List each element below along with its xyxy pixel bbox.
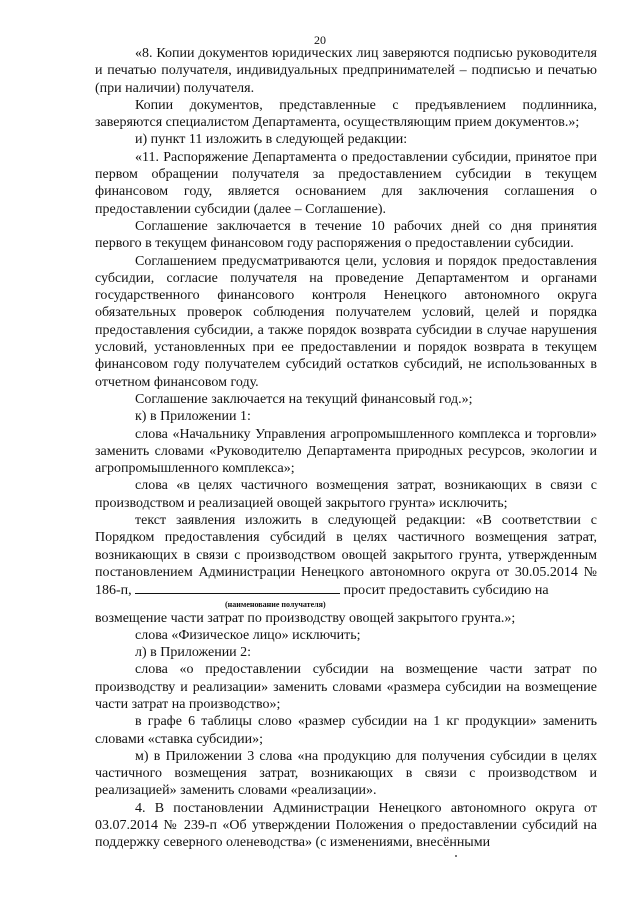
paragraph: л) в Приложении 2: [135,645,252,661]
paragraph: слова «Физическое лицо» исключить; [135,627,361,643]
paragraph: слова «о предоставлении субсидии на возмещение части затрат по производству и реализации» заменить словами «размера субсидии на возмещение части затрат на производство»; [95,662,597,712]
paragraph: 4. В постановлении Администрации Ненецкого автономного округа от 03.07.2014 № 239-п «Об утверждении Положения о предоставлении субсидий на поддержку северного оленеводства» (с изменениями, внесёнными [95,800,597,851]
paragraph: слова «Начальнику Управления агропромышленного комплекса и торговли» заменить словами «Руководителю Департамента природных ресурсов, экологии и агропромышленного комплекса»; [95,426,597,477]
statement-paragraph [95,512,597,599]
paragraph: к) в Приложении 1: [135,409,251,425]
statement-text: текст заявления изложить в следующей редакции: «В соответствии с Порядком предоставления субсидий в целях частичного возмещения затрат, возникающих в связи с производством овощей закрытого грунта, утвержденным постановлением Администрации Ненецкого автономного округа от 30.05.2014 № 186-п, [95,513,597,599]
scan-speck [455,855,457,857]
paragraph: Копии документов, представленные с предъявлением подлинника, заверяются специалистом Департамента, осуществляющим прием документов.»; [95,97,597,131]
paragraph: Соглашение заключается на текущий финансовый год.»; [135,391,473,407]
page-number: 20 [314,33,326,47]
paragraph: «8. Копии документов юридических лиц заверяются подписью руководителя и печатью получателя, индивидуальных предпринимателей – подписью и печатью (при наличии) получателя. [95,46,597,96]
blank-caption: (наименование получателя) [225,599,326,609]
paragraph: возмещение части затрат по производству овощей закрытого грунта.»; [95,610,516,626]
paragraph: в графе 6 таблицы слово «размер субсидии на 1 кг продукции» заменить словами «ставка субсидии»; [95,714,597,747]
paragraph: «11. Распоряжение Департамента о предоставлении субсидии, принятое при первом обращении получателя за предоставлением субсидии в текущем финансовом году, является основанием для заключения соглашения о предоставлении субсидии (далее – Соглашение). [95,149,597,217]
paragraph: слова «в целях частичного возмещения затрат, возникающих в связи с производством и реализацией овощей закрытого грунта» исключить; [95,478,597,511]
paragraph: и) пункт 11 изложить в следующей редакции: [135,132,408,148]
paragraph: Соглашением предусматриваются цели, условия и порядок предоставления субсидии, согласие получателя на проведение Департаментом и органами государственного финансового контроля Ненецкого автономного округа обязательных проверок соблюдения получателем условий, целей и порядка предоставления субсидии, а также порядок возврата субсидии в случае нарушения условий, установленных при ее предоставлении и порядок возврата в текущем финансовом году получателем субсидий остатков субсидий, не использованных в отчетном финансовом году. [95,253,597,390]
statement-text-continued: просит предоставить субсидию на [343,583,549,599]
paragraph: м) в Приложении 3 слова «на продукцию для получения субсидии в целях частичного возмещения затрат, возникающих в связи с производством и реализацией» заменить словами «реализации». [95,748,597,799]
document-body [95,45,597,852]
recipient-name-blank [135,581,340,594]
paragraph: Соглашение заключается в течение 10 рабочих дней со дня принятия первого в текущем финансовом году распоряжения о предоставлении субсидии. [95,218,597,252]
